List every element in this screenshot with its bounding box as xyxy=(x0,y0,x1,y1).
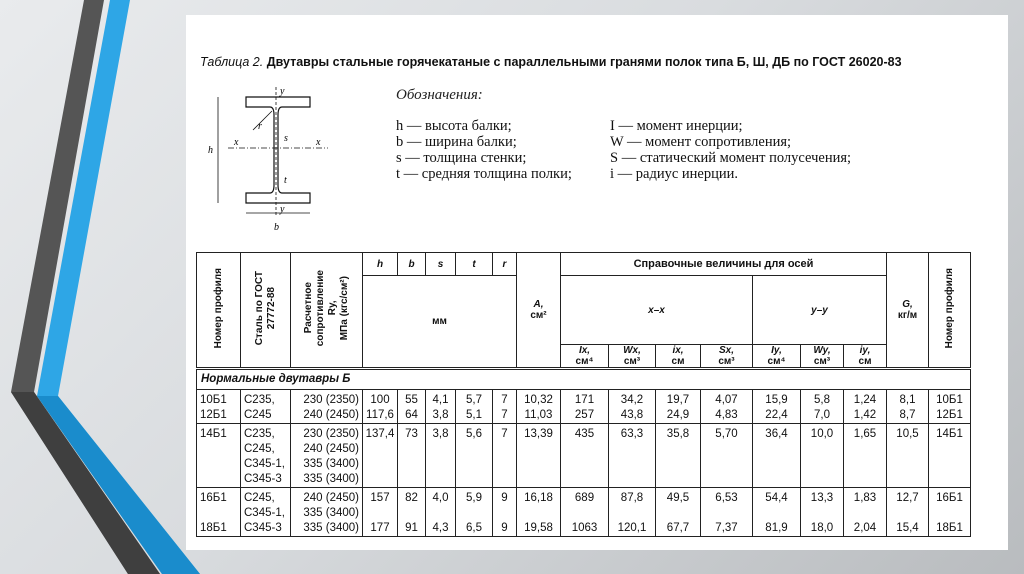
cell-wx: 63,3 xyxy=(609,424,656,488)
cell-ix-moment: 689 1063 xyxy=(561,488,609,537)
cell-ix-radius: 19,7 24,9 xyxy=(656,390,701,424)
cell-profile: 14Б1 xyxy=(197,424,241,488)
header-wx xyxy=(609,345,656,369)
table-row xyxy=(197,390,971,424)
sym: Ix, xyxy=(578,345,591,356)
cell-steel: С235, С245 xyxy=(241,390,291,424)
cell-wy: 13,3 18,0 xyxy=(801,488,844,537)
cell-ix-radius: 49,5 67,7 xyxy=(656,488,701,537)
header-weight-unit: кг/м xyxy=(897,310,918,321)
cell-iy-moment: 54,4 81,9 xyxy=(753,488,801,537)
header-t: t xyxy=(456,253,493,276)
table-row xyxy=(197,488,971,537)
header-r: r xyxy=(493,253,517,276)
cell-r: 9 9 xyxy=(493,488,517,537)
unit: см³ xyxy=(718,356,735,367)
dark-stripe-lower xyxy=(11,392,160,574)
sym: Iy, xyxy=(771,345,782,356)
cell-iy-radius: 1,65 xyxy=(844,424,887,488)
header-area-symbol: A, xyxy=(533,299,544,310)
label-h: h xyxy=(208,145,213,156)
document-card xyxy=(186,15,1008,550)
cell-sx: 6,53 7,37 xyxy=(701,488,753,537)
header-ix-moment xyxy=(561,345,609,369)
cell-ix-moment: 171 257 xyxy=(561,390,609,424)
cell-resistance: 230 (2350) 240 (2450) 335 (3400) 335 (3400) xyxy=(291,424,363,488)
header-area xyxy=(517,253,561,369)
cell-area: 10,32 11,03 xyxy=(517,390,561,424)
header-resistance: Расчетное сопротивление Ry, МПа (кгс/см²) xyxy=(302,270,350,347)
legend-right xyxy=(610,118,851,182)
cell-wx: 87,8 120,1 xyxy=(609,488,656,537)
header-h: h xyxy=(363,253,398,276)
cell-sx: 5,70 xyxy=(701,424,753,488)
cell-iy-moment: 36,4 xyxy=(753,424,801,488)
cell-b: 82 91 xyxy=(398,488,426,537)
header-iy-moment xyxy=(753,345,801,369)
cell-weight: 8,1 8,7 xyxy=(887,390,929,424)
header-area-unit: см² xyxy=(530,310,547,321)
unit: см xyxy=(858,356,872,367)
cell-profile-right: 16Б1 18Б1 xyxy=(929,488,971,537)
cell-steel: С235, С245, С345-1, С345-3 xyxy=(241,424,291,488)
cell-t: 5,6 xyxy=(456,424,493,488)
legend-item: s — толщина стенки; xyxy=(396,150,527,166)
cell-resistance: 230 (2350) 240 (2450) xyxy=(291,390,363,424)
sym: Wy, xyxy=(813,345,831,356)
cell-wx: 34,2 43,8 xyxy=(609,390,656,424)
label-r: r xyxy=(258,121,262,132)
cell-iy-radius: 1,83 2,04 xyxy=(844,488,887,537)
group-title: Нормальные двутавры Б xyxy=(197,369,971,390)
header-profile: Номер профиля xyxy=(212,268,224,349)
header-weight xyxy=(887,253,929,369)
legend-item: S — статический момент полусечения; xyxy=(610,150,852,166)
sym: Sx, xyxy=(718,345,734,356)
cell-steel: С245, С345-1, С345-3 xyxy=(241,488,291,537)
legend-item: t — средняя толщина полки; xyxy=(396,166,572,182)
cell-h: 157 177 xyxy=(363,488,398,537)
header-weight-symbol: G, xyxy=(902,299,913,310)
cell-profile: 10Б1 12Б1 xyxy=(197,390,241,424)
unit: см xyxy=(671,356,685,367)
sym: ix, xyxy=(672,345,684,356)
header-yy: y–y xyxy=(753,276,887,345)
cell-weight: 12,7 15,4 xyxy=(887,488,929,537)
cell-s: 3,8 xyxy=(426,424,456,488)
legend-item: i — радиус инерции. xyxy=(610,166,739,182)
unit: см³ xyxy=(623,356,641,367)
i-beam-diagram xyxy=(198,85,328,245)
beam-table xyxy=(196,252,971,537)
cell-area: 16,18 19,58 xyxy=(517,488,561,537)
cell-profile-right: 10Б1 12Б1 xyxy=(929,390,971,424)
header-steel: Сталь по ГОСТ 27772-88 xyxy=(253,271,277,346)
sym: Wx, xyxy=(623,345,641,356)
cell-r: 7 xyxy=(493,424,517,488)
table-title xyxy=(200,55,902,69)
header-sx xyxy=(701,345,753,369)
cell-h: 100 117,6 xyxy=(363,390,398,424)
cell-t: 5,7 5,1 xyxy=(456,390,493,424)
header-profile-right: Номер профиля xyxy=(943,268,955,349)
table-row xyxy=(197,424,971,488)
legend-item: b — ширина балки; xyxy=(396,134,517,150)
cell-weight: 10,5 xyxy=(887,424,929,488)
cell-t: 5,9 6,5 xyxy=(456,488,493,537)
cell-b: 73 xyxy=(398,424,426,488)
header-reference: Справочные величины для осей xyxy=(561,253,887,276)
header-wy xyxy=(801,345,844,369)
label-x-right: x xyxy=(316,137,321,148)
header-ix-radius xyxy=(656,345,701,369)
header-b: b xyxy=(398,253,426,276)
label-s: s xyxy=(284,133,288,144)
header-s: s xyxy=(426,253,456,276)
legend-item: h — высота балки; xyxy=(396,118,512,134)
cell-h: 137,4 xyxy=(363,424,398,488)
unit: см⁴ xyxy=(767,356,786,367)
cell-iy-radius: 1,24 1,42 xyxy=(844,390,887,424)
cell-s: 4,1 3,8 xyxy=(426,390,456,424)
legend-item: W — момент сопротивления; xyxy=(610,134,792,150)
label-y-top: y xyxy=(280,86,285,97)
label-t: t xyxy=(284,175,287,186)
cell-profile: 16Б1 18Б1 xyxy=(197,488,241,537)
cell-area: 13,39 xyxy=(517,424,561,488)
sym: iy, xyxy=(859,345,871,356)
cell-resistance: 240 (2450) 335 (3400) 335 (3400) xyxy=(291,488,363,537)
label-y-bottom: y xyxy=(280,204,285,215)
cell-r: 7 7 xyxy=(493,390,517,424)
label-x-left: x xyxy=(234,137,239,148)
cell-b: 55 64 xyxy=(398,390,426,424)
cell-wy: 5,8 7,0 xyxy=(801,390,844,424)
cell-profile-right: 14Б1 xyxy=(929,424,971,488)
header-iy-radius xyxy=(844,345,887,369)
header-mm: мм xyxy=(363,276,517,369)
cell-iy-moment: 15,9 22,4 xyxy=(753,390,801,424)
label-b: b xyxy=(274,222,279,233)
title-text: Двутавры стальные горячекатаные с параллельными гранями полок типа Б, Ш, ДБ по ГОСТ 26020-83 xyxy=(266,55,902,69)
unit: см⁴ xyxy=(575,356,594,367)
cell-ix-radius: 35,8 xyxy=(656,424,701,488)
legend-heading: Обозначения: xyxy=(396,87,483,103)
cell-ix-moment: 435 xyxy=(561,424,609,488)
cell-wy: 10,0 xyxy=(801,424,844,488)
title-prefix: Таблица 2. xyxy=(200,55,264,69)
legend-item: I — момент инерции; xyxy=(610,118,743,134)
cell-sx: 4,07 4,83 xyxy=(701,390,753,424)
header-xx: x–x xyxy=(561,276,753,345)
unit: см³ xyxy=(813,356,831,367)
cell-s: 4,0 4,3 xyxy=(426,488,456,537)
legend-left xyxy=(396,118,572,182)
